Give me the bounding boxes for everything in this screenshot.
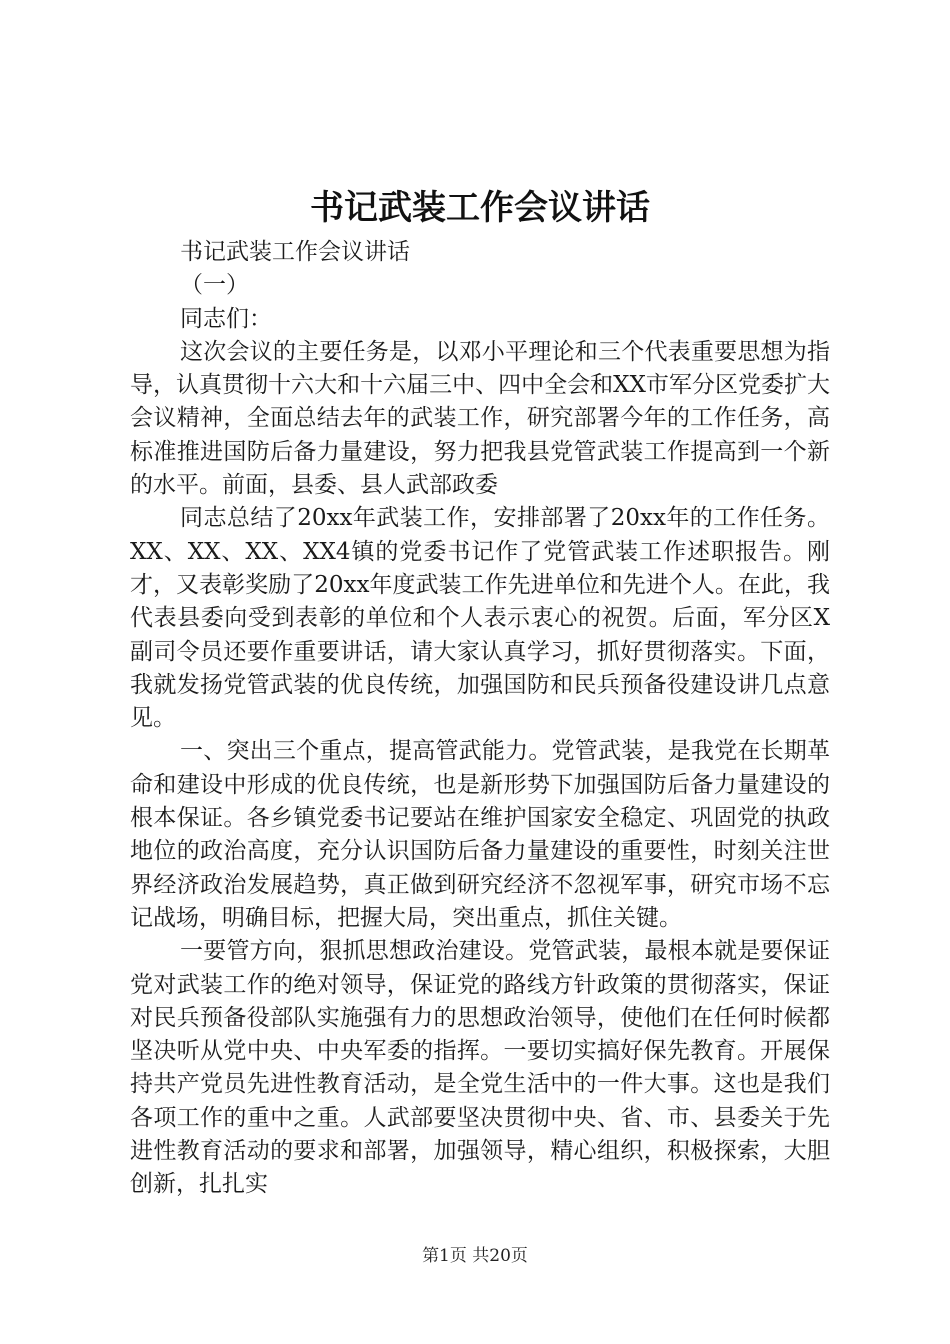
document-title: 书记武装工作会议讲话	[310, 188, 650, 228]
section-number-paragraph: （一）	[180, 272, 249, 299]
body-paragraph: 一要管方向，狠抓思想政治建设。党管武装，最根本就是要保证党对武装工作的绝对领导，保证党的路线方针政策的贯彻落实，保证对民兵预备役部队实施强有力的思想政治领导，使他们在任何时候都坚决听从党中央、中央军委的指挥。一要切实搞好保先教育。开展保持共产党员先进性教育活动，是全党生活中的一件大事。这也是我们各项工作的重中之重。人武部要坚决贯彻中央、省、市、县委关于先进性教育活动的要求和部署，加强领导，精心组织，积极探索，大胆创新，扎扎实	[130, 938, 830, 1198]
salutation-paragraph: 同志们：	[180, 305, 272, 332]
subtitle-paragraph: 书记武装工作会议讲话	[180, 239, 410, 265]
document-body	[130, 236, 830, 1202]
body-paragraph: 这次会议的主要任务是，以邓小平理论和三个代表重要思想为指导，认真贯彻十六大和十六届三中、四中全会和XX市军分区党委扩大会议精神，全面总结去年的武装工作，研究部署今年的工作任务，高标准推进国防后备力量建设，努力把我县党管武装工作提高到一个新的水平。前面，县委、县人武部政委	[130, 338, 830, 499]
body-paragraph: 一、突出三个重点，提高管武能力。党管武装，是我党在长期革命和建设中形成的优良传统，也是新形势下加强国防后备力量建设的根本保证。各乡镇党委书记要站在维护国家安全稳定、巩固党的执政地位的政治高度，充分认识国防后备力量建设的重要性，时刻关注世界经济政治发展趋势，真正做到研究经济不忽视军事，研究市场不忘记战场，明确目标，把握大局，突出重点，抓住关键。	[130, 738, 830, 931]
page-number-footer: 第1页 共20页	[422, 1246, 528, 1266]
body-paragraph: 同志总结了20xx年武装工作，安排部署了20xx年的工作任务。XX、XX、XX、XX4镇的党委书记作了党管武装工作述职报告。刚才，又表彰奖励了20xx年度武装工作先进单位和先进个人。在此，我代表县委向受到表彰的单位和个人表示衷心的祝贺。后面，军分区X副司令员还要作重要讲话，请大家认真学习，抓好贯彻落实。下面，我就发扬党管武装的优良传统，加强国防和民兵预备役建设讲几点意见。	[130, 505, 830, 732]
